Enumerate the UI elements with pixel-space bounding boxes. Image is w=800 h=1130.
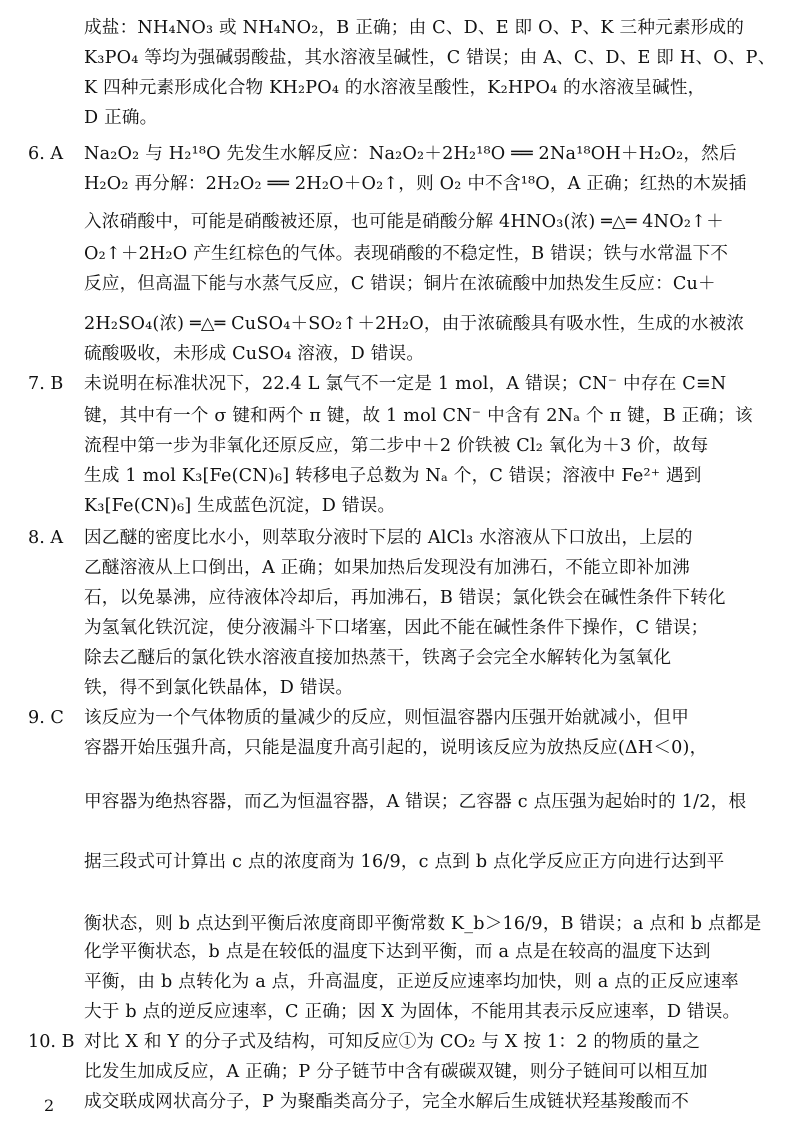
text-line: 容器开始压强升高，只能是温度升高引起的，说明该反应为放热反应(ΔH＜0)， [84,738,708,758]
page-number: 2 [44,1096,55,1115]
text-line: 大于 b 点的逆反应速率，C 正确；因 X 为固体，不能用其表示反应速率，D 错误。 [84,1002,741,1022]
text-line: 为氢氧化铁沉淀，使分液漏斗下口堵塞，因此不能在碱性条件下操作，C 错误； [84,618,709,638]
text-line: 反应，但高温下能与水蒸气反应，C 错误；铜片在浓硫酸中加热发生反应：Cu＋ [84,274,716,294]
text-line: K 四种元素形成化合物 KH₂PO₄ 的水溶液呈酸性，K₂HPO₄ 的水溶液呈碱性， [84,78,706,98]
text-line: 该反应为一个气体物质的量减少的反应，则恒温容器内压强开始就减小，但甲 [84,708,689,728]
text-line: 比发生加成反应，A 正确；P 分子链节中含有碳碳双键，则分子链间可以相互加 [84,1062,708,1082]
text-line: 乙醚溶液从上口倒出，A 正确；如果加热后发现没有加沸石，不能立即补加沸 [84,558,690,578]
text-line: 2H₂SO₄(浓) ═△═ CuSO₄＋SO₂↑＋2H₂O，由于浓硫酸具有吸水性，生成的水被浓 [84,314,745,334]
text-line: D 正确。 [84,108,158,128]
text-line: 硫酸吸收，未形成 CuSO₄ 溶液，D 错误。 [84,344,425,364]
answer-number: 6. A [28,144,64,164]
answer-number: 8. A [28,528,64,548]
text-line: 未说明在标准状况下，22.4 L 氯气不一定是 1 mol，A 错误；CN⁻ 中存在 C≡N [84,374,727,394]
text-line: H₂O₂ 再分解：2H₂O₂ ══ 2H₂O＋O₂↑，则 O₂ 中不含¹⁸O，A 正确；红热的木炭插 [84,174,747,194]
text-line: 除去乙醚后的氯化铁水溶液直接加热蒸干，铁离子会完全水解转化为氢氧化 [84,648,672,668]
text-line: K₃PO₄ 等均为强碱弱酸盐，其水溶液呈碱性，C 错误；由 A、C、D、E 即 H、O、P、 [84,48,776,68]
text-line: K₃[Fe(CN)₆] 生成蓝色沉淀，D 错误。 [84,496,396,516]
text-line: 成盐：NH₄NO₃ 或 NH₄NO₂，B 正确；由 C、D、E 即 O、P、K 三种元素形成的 [84,18,745,38]
answer-number: 10. B [28,1032,75,1052]
text-line: 键，其中有一个 σ 键和两个 π 键，故 1 mol CN⁻ 中含有 2Nₐ 个 π 键，B 正确；该 [84,406,753,426]
text-line: 成交联成网状高分子，P 为聚酯类高分子，完全水解后生成链状羟基羧酸而不 [84,1092,690,1112]
text-line: Na₂O₂ 与 H₂¹⁸O 先发生水解反应：Na₂O₂＋2H₂¹⁸O ══ 2Na¹⁸OH＋H₂O₂，然后 [84,144,737,164]
text-line: 生成 1 mol K₃[Fe(CN)₆] 转移电子总数为 Nₐ 个，C 错误；溶液中 Fe²⁺ 遇到 [84,466,702,486]
text-line: 衡状态，则 b 点达到平衡后浓度商即平衡常数 K_b＞16/9，B 错误；a 点和 b 点都是 [84,914,762,934]
answer-number: 7. B [28,374,64,394]
text-line: 因乙醚的密度比水小，则萃取分液时下层的 AlCl₃ 水溶液从下口放出，上层的 [84,528,693,548]
text-line: 化学平衡状态，b 点是在较低的温度下达到平衡，而 a 点是在较高的温度下达到 [84,942,711,962]
text-line: 入浓硝酸中，可能是硝酸被还原，也可能是硝酸分解 4HNO₃(浓) ═△═ 4NO₂↑＋ [84,212,724,232]
text-line: 平衡，由 b 点转化为 a 点，升高温度，正逆反应速率均加快，则 a 点的正反应速率 [84,972,739,992]
text-line: 据三段式可计算出 c 点的浓度商为 16/9，c 点到 b 点化学反应正方向进行达到平 [84,852,725,872]
text-line: 铁，得不到氯化铁晶体，D 错误。 [84,678,354,698]
answer-number: 9. C [28,708,64,728]
text-line: 甲容器为绝热容器，而乙为恒温容器，A 错误；乙容器 c 点压强为起始时的 1/2，根 [84,792,747,812]
text-line: O₂↑＋2H₂O 产生红棕色的气体。表现硝酸的不稳定性，B 错误；铁与水常温下不 [84,244,729,264]
text-line: 石，以免暴沸，应待液体冷却后，再加沸石，B 错误；氯化铁会在碱性条件下转化 [84,588,726,608]
text-line: 流程中第一步为非氧化还原反应，第二步中＋2 价铁被 Cl₂ 氧化为＋3 价，故每 [84,436,709,456]
text-line: 对比 X 和 Y 的分子式及结构，可知反应①为 CO₂ 与 X 按 1：2 的物质的量之 [84,1032,701,1052]
